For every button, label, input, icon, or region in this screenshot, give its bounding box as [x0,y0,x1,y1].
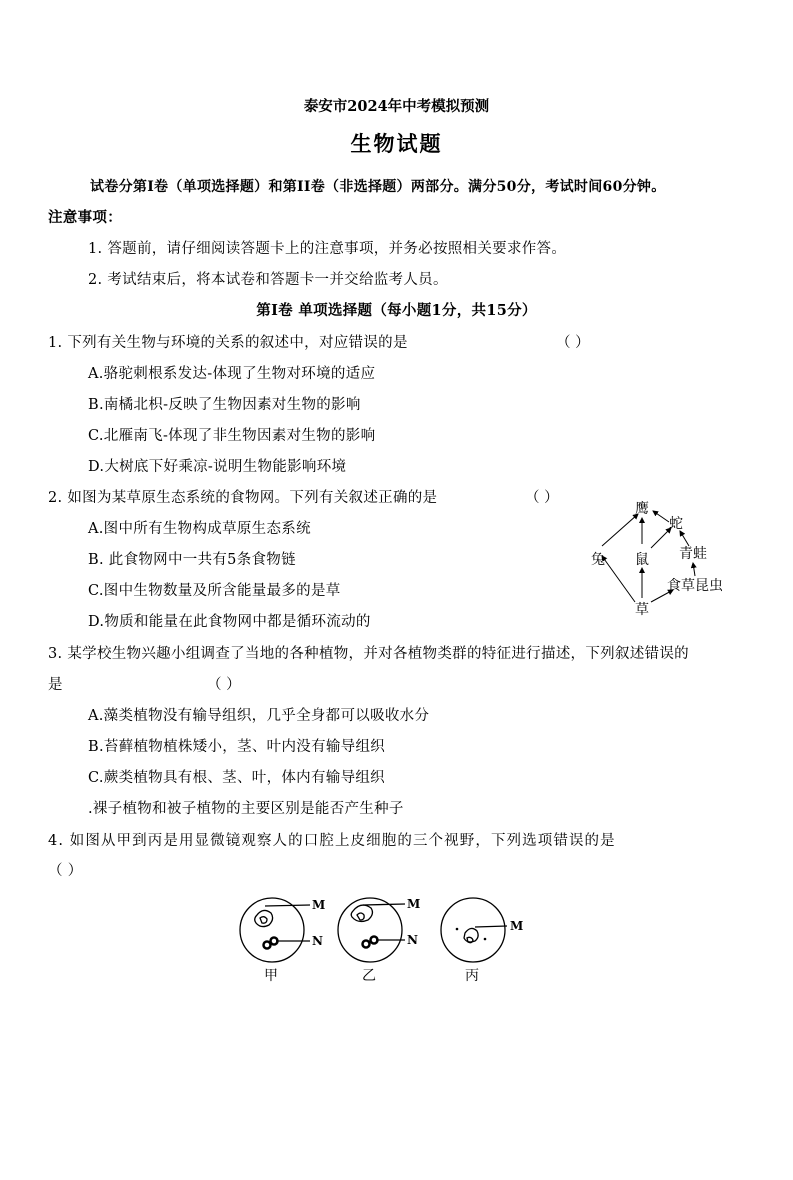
food-web-node: 食草昆虫 [667,578,723,594]
food-web-node: 草 [635,602,649,618]
question-3-stem-cont: 是 [48,677,63,693]
food-web-node: 兔 [591,552,605,568]
food-web-node: 蛇 [669,516,683,532]
question-3-option: C.蕨类植物具有根、茎、叶，体内有输导组织 [88,770,385,786]
section-title: 第I卷 单项选择题（每小题1分，共15分） [256,302,537,319]
food-web-diagram [585,498,735,623]
field-label: 甲 [264,968,278,984]
question-3-stem: 3. 某学校生物兴趣小组调查了当地的各种植物，并对各植物类群的特征进行描述，下列叙述错误的 [48,646,689,662]
question-1-option: D.大树底下好乘凉-说明生物能影响环境 [88,459,347,475]
question-1-option: C.北雁南飞-体现了非生物因素对生物的影响 [88,428,376,444]
food-web-node: 鹰 [635,501,649,517]
question-2-option: A.图中所有生物构成草原生态系统 [88,521,311,537]
question-1-option: A.骆驼刺根系发达-体现了生物对环境的适应 [88,366,376,382]
field-circle-bing [441,898,505,962]
question-3-option: B.苔藓植物植株矮小，茎、叶内没有输导组织 [88,739,386,755]
question-2-option: B. 此食物网中一共有5条食物链 [88,552,296,568]
answer-paren: （ ） [207,677,241,693]
microscope-fields-figure [235,893,545,988]
question-2-stem: 2. 如图为某草原生态系统的食物网。下列有关叙述正确的是 [48,490,438,506]
question-2-option: C.图中生物数量及所含能量最多的是草 [88,583,341,599]
question-3-option: .裸子植物和被子植物的主要区别是能否产生种子 [88,801,404,817]
answer-paren: （ ） [525,490,559,506]
question-2-option: D.物质和能量在此食物网中都是循环流动的 [88,614,371,630]
marker-label: M [407,897,421,911]
notice-item: 1. 答题前，请仔细阅读答题卡上的注意事项，并务必按照相关要求作答。 [88,241,567,257]
notice-heading: 注意事项： [48,209,122,226]
question-1-stem: 1. 下列有关生物与环境的关系的叙述中，对应错误的是 [48,335,408,351]
marker-label: M [510,919,524,933]
page-title: 生物试题 [350,131,443,156]
exam-header: 泰安市2024年中考模拟预测 [303,98,490,115]
marker-label: N [407,933,418,947]
question-3-option: A.藻类植物没有输导组织，几乎全身都可以吸收水分 [88,708,430,724]
food-web-node: 鼠 [635,552,649,568]
field-label: 乙 [362,968,376,984]
field-circle-jia [240,898,304,962]
food-web-node: 青蛙 [679,546,707,562]
marker-label: N [312,934,323,948]
answer-paren: （ ） [556,335,590,351]
notice-item: 2. 考试结束后，将本试卷和答题卡一并交给监考人员。 [88,272,448,288]
exam-intro: 试卷分第I卷（单项选择题）和第II卷（非选择题）两部分。满分50分，考试时间60分钟。 [90,179,666,195]
question-1-option: B.南橘北枳-反映了生物因素对生物的影响 [88,397,361,413]
marker-label: M [312,898,326,912]
field-label: 丙 [465,968,479,984]
question-4-stem-cont: （ ） [48,863,83,879]
question-4-stem: 4. 如图从甲到丙是用显微镜观察人的口腔上皮细胞的三个视野，下列选项错误的是 [48,833,616,849]
